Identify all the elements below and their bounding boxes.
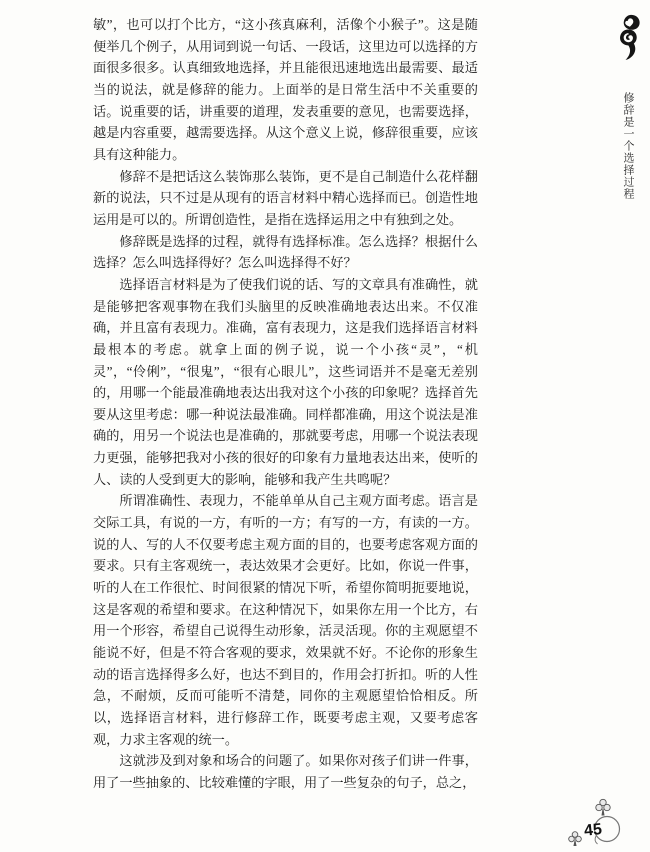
chapter-title-vertical: 修辞是一个选择过程: [622, 92, 634, 200]
clover-icon: [596, 799, 610, 815]
page-number: 45: [583, 821, 603, 840]
paragraph: 修辞不是把话这么装饰那么装饰，更不是自己制造什么花样翻新的说法，只不过是从现有的语言材料中精心选择而已。创造性地运用是可以的。所谓创造性，是指在选择运用之中有独到之处。: [93, 168, 478, 227]
clover-icon: [569, 832, 582, 846]
paragraph: 这就涉及到对象和场合的问题了。如果你对孩子们讲一件事，用了一些抽象的、比较难懂的字眼，用了一些复杂的句子，总之，: [93, 753, 478, 790]
paragraph: 所谓准确性、表现力，不能单单从自己主观方面考虑。语言是交际工具，有说的一方，有听的一方；有写的一方，有读的一方。说的人、写的人不仅要考虑主观方面的目的，也要考虑客观方面的要求。只有主客观统一，表达效果才会更好。比如，你说一件事，听的人在工作很忙、时间很紧的情况下听，希望你简明扼要地说，这是客观的希望和要求。在这种情况下，如果你左用一个比方，右用一个形容，希望自己说得生动形象，活灵活现。你的主观愿望不能说不好，但是不符合客观的要求，效果就不好。不论你的形象生动的语言选择得多么好，也达不到目的，作用会打折扣。听的人性急，不耐烦，反而可能听不清楚，同你的主观愿望恰恰相反。所以，选择语言材料，进行修辞工作，既要考虑主观，又要考虑客观，力求主客观的统一。: [93, 493, 478, 747]
page-number-ornament: [566, 796, 630, 850]
paragraph: 敏”，也可以打个比方，“这小孩真麻利，活像个小猴子”。这是随便举几个例子，从用词到说一句话、一段话，这里边可以选择的方面很多很多。认真细致地选择，并且能很迅速地选出最需要、最适当的说法，就是修辞的能力。上面举的是日常生活中不关重要的话。说重要的话，讲重要的道理，发表重要的意见，也需要选择，越是内容重要，越需要选择。从这个意义上说，修辞很重要，应该具有这种能力。: [93, 17, 478, 162]
paragraph: 选择语言材料是为了使我们说的话、写的文章具有准确性，就是能够把客观事物在我们头脑里的反映准确地表达出来。不仅准确，并且富有表现力。准确，富有表现力，这是我们选择语言材料最根本的考虑。就拿上面的例子说，说一个小孩“灵”，“机灵”，“伶俐”，“很鬼”，“很有心眼儿”，这些词语并不是毫无差别的，用哪一个能最准确地表达出我对这个小孩的印象呢？选择首先要从这里考虑：哪一种说法最准确。同样都准确，用这个说法是准确的，用另一个说法也是准确的，那就要考虑，用哪一个说法表现力更强，能够把我对小孩的很好的印象有力量地表达出来，使听的人、读的人受到更大的影响，能够和我产生共鸣呢？: [93, 276, 478, 487]
body-text: [93, 14, 478, 794]
calligraphy-ornament-icon: [616, 14, 642, 66]
paragraph: 修辞既是选择的过程，就得有选择标准。怎么选择？根据什么选择？怎么叫选择得好？怎么叫选择得不好？: [93, 233, 478, 271]
